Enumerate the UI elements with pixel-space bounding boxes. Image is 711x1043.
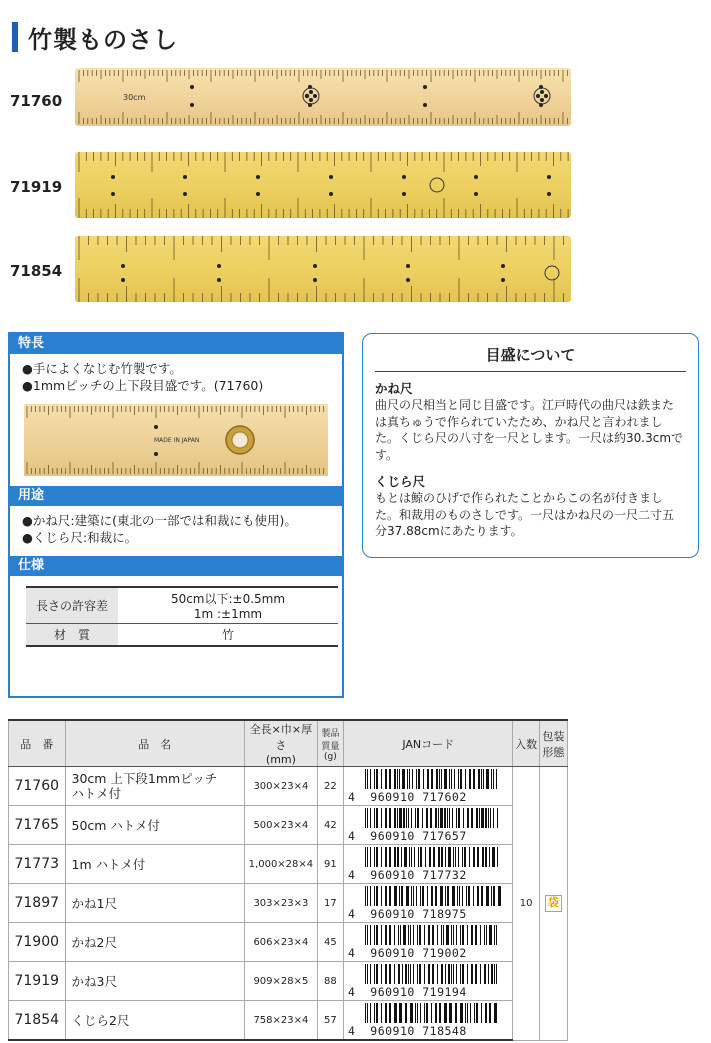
row-weight: 45 (317, 923, 343, 962)
barcode-icon (353, 925, 503, 945)
table-header-row (9, 720, 568, 767)
row-pack (539, 767, 567, 1041)
table-row (9, 845, 568, 884)
row-weight: 17 (317, 884, 343, 923)
row-jan (343, 923, 513, 962)
scale-info-title: 目盛について (375, 344, 686, 372)
ruler-code: 71854 (10, 262, 63, 280)
row-code: 71773 (9, 845, 66, 884)
jan-digits: 960910 719002 (370, 946, 467, 960)
barcode-icon (353, 769, 503, 789)
barcode-icon (353, 808, 503, 828)
title-accent-bar (12, 22, 18, 52)
row-name (65, 1001, 245, 1041)
row-jan (343, 845, 513, 884)
ruler-code: 71919 (10, 178, 63, 196)
row-name-line: ハトメ付 (71, 786, 122, 801)
scale-info-panel (362, 333, 699, 558)
header-weight-unit: (g) (323, 751, 337, 762)
jan-digits: 960910 717657 (370, 829, 467, 843)
header-dim-unit: (mm) (265, 753, 296, 766)
row-code: 71897 (9, 884, 66, 923)
row-jan (343, 1001, 513, 1041)
row-jan (343, 806, 513, 845)
row-dimensions: 1,000×28×4 (245, 845, 318, 884)
jan-digits: 960910 718975 (370, 907, 467, 921)
specs-table (26, 586, 338, 647)
row-name-line: くじら2尺 (71, 1012, 130, 1028)
header-qty: 入数 (513, 720, 539, 767)
row-dimensions: 758×23×4 (245, 1001, 318, 1041)
row-dimensions: 500×23×4 (245, 806, 318, 845)
barcode-icon (353, 1003, 503, 1023)
table-row (9, 962, 568, 1001)
row-name (65, 884, 245, 923)
row-name-line: かね3尺 (71, 973, 117, 989)
row-dimensions: 300×23×4 (245, 767, 318, 806)
svg-text:MADE IN JAPAN: MADE IN JAPAN (154, 437, 200, 444)
feature-item: ●手によくなじむ竹製です。 (22, 361, 182, 376)
kane-body: 曲尺の尺相当と同じ目盛です。江戸時代の曲尺は鉄または真ちゅうで作られていたため、かね尺と言われました。くじら尺の八寸を一尺とします。一尺は約30.3cmです。 (375, 398, 684, 462)
header-dim (245, 720, 318, 767)
ruler-row-2 (0, 150, 711, 220)
spec-label: 材 質 (26, 624, 118, 647)
row-name-line: かね2尺 (71, 934, 117, 950)
row-weight: 88 (317, 962, 343, 1001)
usage-heading: 用途 (10, 486, 342, 506)
ruler-image-71919 (75, 152, 571, 218)
row-name-line: 50cm ハトメ付 (71, 817, 161, 833)
row-qty: 10 (513, 767, 539, 1041)
ruler-row-3 (0, 234, 711, 306)
row-dimensions: 303×23×3 (245, 884, 318, 923)
table-row (9, 923, 568, 962)
sample-ruler-image (24, 404, 328, 476)
usage-item: ●くじら尺:和裁に。 (22, 530, 138, 545)
row-name (65, 806, 245, 845)
row-name (65, 767, 245, 806)
ruler-code: 71760 (10, 92, 63, 110)
jan-digits: 960910 718548 (370, 1024, 467, 1038)
jan-digits: 960910 717732 (370, 868, 467, 882)
barcode-icon (353, 964, 503, 984)
header-pack: 包装形態 (539, 720, 567, 767)
jan-prefix: 4 (347, 985, 356, 999)
header-code: 品 番 (9, 720, 66, 767)
spec-row (26, 587, 338, 624)
row-dimensions: 606×23×4 (245, 923, 318, 962)
feature-item: ●1mmピッチの上下段目盛です。(71760) (22, 378, 264, 393)
jan-digits: 960910 719194 (370, 985, 467, 999)
features-panel (8, 332, 344, 698)
ruler-image-71760 (75, 68, 571, 126)
row-weight: 57 (317, 1001, 343, 1041)
jan-prefix: 4 (347, 868, 356, 882)
features-heading: 特長 (10, 334, 342, 354)
table-row (9, 884, 568, 923)
barcode-icon (353, 847, 503, 867)
header-jan: JANコード (343, 720, 513, 767)
row-code: 71760 (9, 767, 66, 806)
row-jan (343, 767, 513, 806)
header-weight-label: 製品質量 (321, 728, 340, 752)
row-code: 71919 (9, 962, 66, 1001)
header-dim-label: 全長×巾×厚さ (249, 723, 313, 752)
row-code: 71900 (9, 923, 66, 962)
kane-heading: かね尺 (375, 381, 413, 396)
row-name (65, 923, 245, 962)
jan-prefix: 4 (347, 829, 356, 843)
spec-row (26, 624, 338, 647)
spec-value: 竹 (118, 624, 338, 647)
spec-label: 長さの許容差 (26, 587, 118, 624)
svg-text:30cm: 30cm (123, 93, 146, 102)
spec-value (118, 587, 338, 624)
ruler-image-71854 (75, 236, 571, 302)
jan-prefix: 4 (347, 790, 356, 804)
spec-value-line: 1m :±1mm (193, 607, 263, 621)
row-weight: 22 (317, 767, 343, 806)
row-code: 71854 (9, 1001, 66, 1041)
row-code: 71765 (9, 806, 66, 845)
header-weight (317, 720, 343, 767)
barcode-icon (353, 886, 503, 906)
kujira-heading: くじら尺 (375, 474, 426, 489)
jan-prefix: 4 (347, 907, 356, 921)
row-dimensions: 909×28×5 (245, 962, 318, 1001)
jan-prefix: 4 (347, 1024, 356, 1038)
jan-prefix: 4 (347, 946, 356, 960)
row-jan (343, 962, 513, 1001)
specs-heading: 仕様 (10, 556, 342, 576)
table-row (9, 1001, 568, 1041)
product-table (8, 719, 568, 1041)
row-jan (343, 884, 513, 923)
page-title-bar (12, 20, 178, 54)
row-name-line: かね1尺 (71, 895, 117, 911)
row-name (65, 962, 245, 1001)
table-row (9, 806, 568, 845)
row-weight: 42 (317, 806, 343, 845)
jan-digits: 960910 717602 (370, 790, 467, 804)
spec-value-line: 50cm以下:±0.5mm (170, 592, 286, 606)
header-name: 品 名 (65, 720, 245, 767)
row-weight: 91 (317, 845, 343, 884)
bag-icon: 袋 (545, 895, 562, 912)
page-title: 竹製ものさし (28, 25, 178, 54)
table-row (9, 767, 568, 806)
row-name-line: 1m ハトメ付 (71, 856, 146, 872)
ruler-row-1 (0, 68, 711, 128)
row-name-line: 30cm 上下段1mmピッチ (71, 771, 218, 786)
usage-item: ●かね尺:建築に(東北の一部では和裁にも使用)。 (22, 513, 297, 528)
kujira-body: もとは鯨のひげで作られたことからこの名が付きました。和裁用のものさしです。一尺はかね尺の一尺二寸五分37.88cmにあたります。 (375, 491, 675, 538)
row-name (65, 845, 245, 884)
